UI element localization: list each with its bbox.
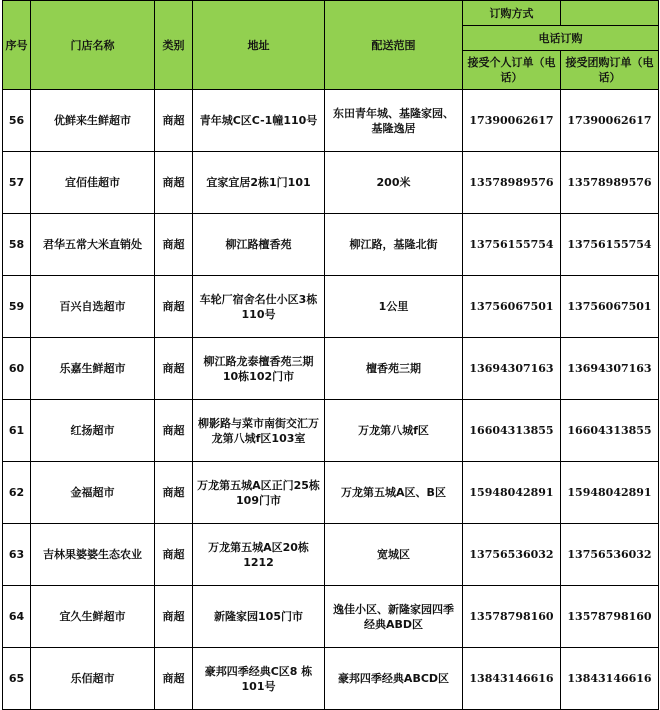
store-table [2,0,659,710]
header-store-name: 门店名称 [31,1,155,90]
cell-category: 商超 [155,648,193,710]
cell-group-phone: 13756536032 [561,524,659,586]
cell-personal-phone: 17390062617 [463,90,561,152]
cell-category: 商超 [155,214,193,276]
header-order-method-blank [561,1,659,26]
cell-category: 商超 [155,586,193,648]
cell-group-phone: 13694307163 [561,338,659,400]
table-row [3,400,659,462]
header-group-order: 接受团购订单（电话） [561,51,659,90]
cell-delivery-range: 柳江路，基隆北街 [325,214,463,276]
cell-store-name: 君华五常大米直销处 [31,214,155,276]
cell-personal-phone: 13694307163 [463,338,561,400]
cell-personal-phone: 15948042891 [463,462,561,524]
cell-seq: 64 [3,586,31,648]
cell-address: 柳影路与菜市南街交汇万龙第八城f区103室 [193,400,325,462]
cell-address: 青年城C区C-1幢110号 [193,90,325,152]
header-order-method: 订购方式 [463,1,561,26]
cell-group-phone: 13756067501 [561,276,659,338]
cell-personal-phone: 13756067501 [463,276,561,338]
cell-personal-phone: 13843146616 [463,648,561,710]
cell-category: 商超 [155,152,193,214]
table-row [3,276,659,338]
cell-category: 商超 [155,90,193,152]
cell-seq: 58 [3,214,31,276]
cell-group-phone: 17390062617 [561,90,659,152]
cell-category: 商超 [155,462,193,524]
cell-seq: 63 [3,524,31,586]
cell-address: 新隆家园105门市 [193,586,325,648]
cell-delivery-range: 万龙第八城f区 [325,400,463,462]
header-category: 类别 [155,1,193,90]
cell-address: 万龙第五城A区20栋1212 [193,524,325,586]
cell-store-name: 宜佰佳超市 [31,152,155,214]
cell-address: 柳江路龙泰檀香苑三期10栋102门市 [193,338,325,400]
cell-address: 车轮厂宿舍名仕小区3栋110号 [193,276,325,338]
cell-delivery-range: 逸佳小区、新隆家园四季经典ABD区 [325,586,463,648]
cell-seq: 61 [3,400,31,462]
cell-group-phone: 15948042891 [561,462,659,524]
cell-store-name: 宜久生鲜超市 [31,586,155,648]
cell-address: 宜家宜居2栋1门101 [193,152,325,214]
cell-seq: 57 [3,152,31,214]
header-personal-order: 接受个人订单（电话） [463,51,561,90]
table-row [3,524,659,586]
cell-store-name: 优鲜来生鲜超市 [31,90,155,152]
cell-personal-phone: 13578798160 [463,586,561,648]
cell-group-phone: 13578798160 [561,586,659,648]
cell-seq: 59 [3,276,31,338]
cell-delivery-range: 1公里 [325,276,463,338]
table-row [3,214,659,276]
cell-delivery-range: 东田青年城、基隆家园、基隆逸居 [325,90,463,152]
cell-group-phone: 13578989576 [561,152,659,214]
cell-category: 商超 [155,400,193,462]
cell-group-phone: 16604313855 [561,400,659,462]
header-delivery-range: 配送范围 [325,1,463,90]
cell-address: 柳江路檀香苑 [193,214,325,276]
cell-store-name: 金福超市 [31,462,155,524]
cell-group-phone: 13843146616 [561,648,659,710]
cell-delivery-range: 豪邦四季经典ABCD区 [325,648,463,710]
cell-personal-phone: 13578989576 [463,152,561,214]
cell-delivery-range: 宽城区 [325,524,463,586]
header-address: 地址 [193,1,325,90]
cell-store-name: 吉林果婆婆生态农业 [31,524,155,586]
cell-category: 商超 [155,338,193,400]
cell-seq: 60 [3,338,31,400]
cell-store-name: 红扬超市 [31,400,155,462]
table-row [3,90,659,152]
cell-delivery-range: 200米 [325,152,463,214]
table-row [3,152,659,214]
cell-delivery-range: 万龙第五城A区、B区 [325,462,463,524]
cell-personal-phone: 16604313855 [463,400,561,462]
table-row [3,586,659,648]
cell-store-name: 乐嘉生鲜超市 [31,338,155,400]
header-seq: 序号 [3,1,31,90]
table-row [3,338,659,400]
cell-personal-phone: 13756155754 [463,214,561,276]
cell-seq: 56 [3,90,31,152]
cell-seq: 62 [3,462,31,524]
table-row [3,462,659,524]
cell-address: 万龙第五城A区正门25栋109门市 [193,462,325,524]
cell-delivery-range: 檀香苑三期 [325,338,463,400]
cell-store-name: 乐佰超市 [31,648,155,710]
cell-store-name: 百兴自选超市 [31,276,155,338]
cell-address: 豪邦四季经典C区8 栋101号 [193,648,325,710]
cell-category: 商超 [155,276,193,338]
header-phone-order: 电话订购 [463,26,659,51]
cell-category: 商超 [155,524,193,586]
cell-group-phone: 13756155754 [561,214,659,276]
cell-seq: 65 [3,648,31,710]
table-row [3,648,659,710]
cell-personal-phone: 13756536032 [463,524,561,586]
